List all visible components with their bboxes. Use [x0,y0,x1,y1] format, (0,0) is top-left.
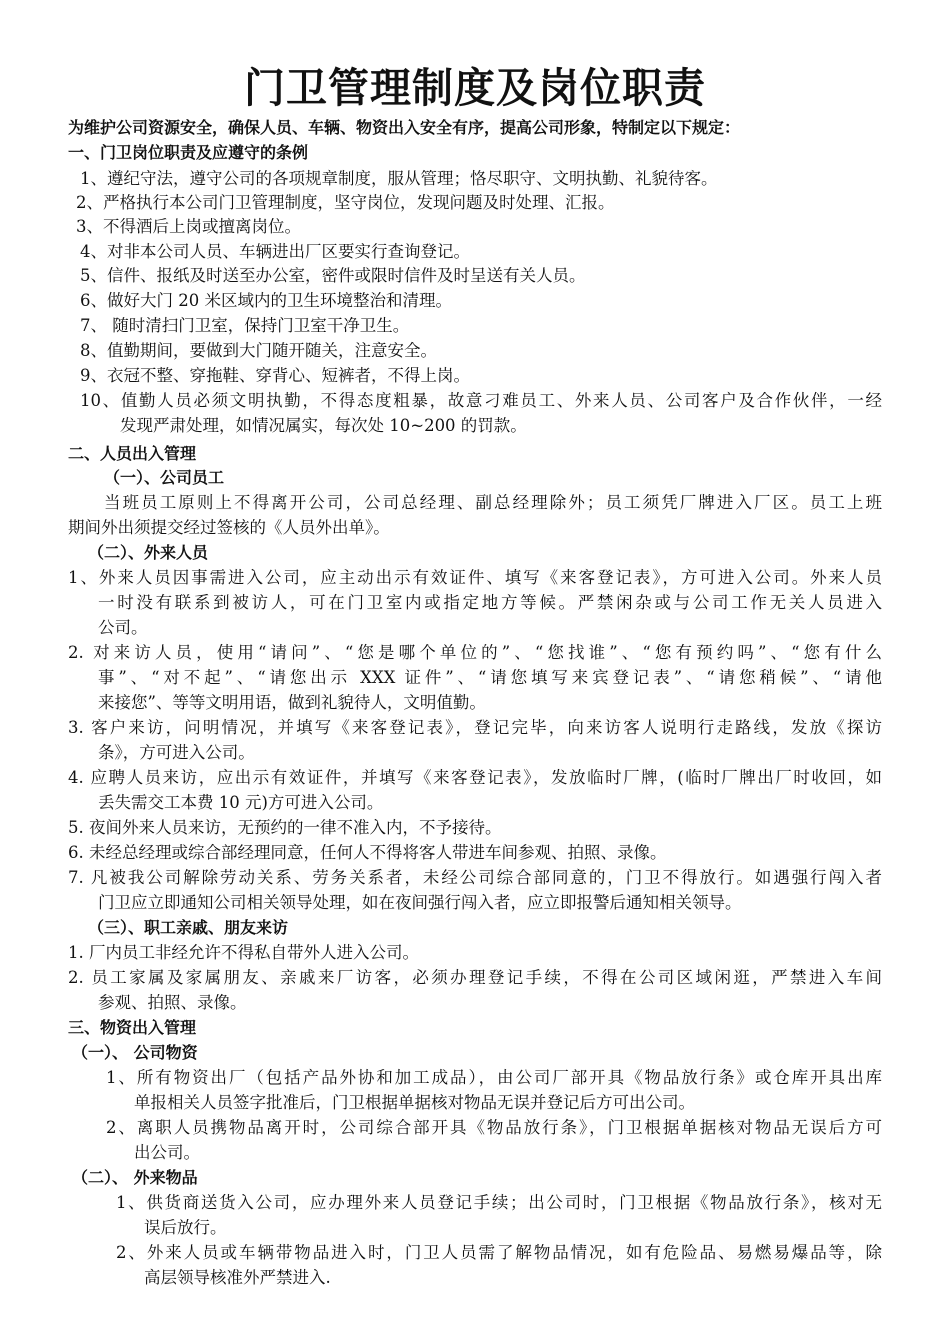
list-item: 3、不得酒后上岗或擅离岗位。 [76,217,301,236]
list-item-continued: 丢失需交工本费 10 元)方可进入公司。 [98,793,384,812]
list-item: 2. 员工家属及家属朋友、亲戚来厂访客，必须办理登记手续，不得在公司区域闲逛，严禁进入车间 [68,968,882,987]
paragraph-line: 期间外出须提交经过签核的《人员外出单》。 [68,518,390,537]
subsection-heading: （二）、外来人员 [88,543,209,562]
list-item-continued: 误后放行。 [144,1218,227,1237]
subsection-heading: （一）、公司员工 [104,468,225,487]
list-item: 2、离职人员携物品离开时，公司综合部开具《物品放行条》，门卫根据单据核对物品无误后方可 [106,1118,882,1137]
list-item: 9、衣冠不整、穿拖鞋、穿背心、短裤者，不得上岗。 [80,366,470,385]
list-item: 1、供货商送货入公司，应办理外来人员登记手续；出公司时，门卫根据《物品放行条》，核对无 [116,1193,882,1212]
list-item: 2. 对来访人员，使用“请问”、“您是哪个单位的”、“您找谁”、“您有预约吗”、“您有什么 [68,643,882,662]
list-item-continued: 参观、拍照、录像。 [98,993,247,1012]
list-item: 2、外来人员或车辆带物品进入时，门卫人员需了解物品情况，如有危险品、易燃易爆品等，除 [116,1243,882,1262]
list-item: 2、严格执行本公司门卫管理制度，坚守岗位，发现问题及时处理、汇报。 [76,193,615,212]
list-item-continued: 高层领导核准外严禁进入. [144,1268,331,1287]
list-item: 4. 应聘人员来访，应出示有效证件，并填写《来客登记表》，发放临时厂牌，(临时厂牌出厂时收回，如 [68,768,882,787]
list-item-continued: 发现严肃处理，如情况属实，每次处 10~200 的罚款。 [120,416,527,435]
list-item: 4、对非本公司人员、车辆进出厂区要实行查询登记。 [80,242,470,261]
list-item-continued: 出公司。 [134,1143,200,1162]
subsection-heading: （一）、 公司物资 [72,1043,198,1062]
list-item: 1、所有物资出厂（包括产品外协和加工成品），由公司厂部开具《物品放行条》或仓库开具出库 [106,1068,882,1087]
subsection-heading: （三）、职工亲戚、朋友来访 [88,918,289,937]
list-item: 1、遵纪守法，遵守公司的各项规章制度，服从管理；恪尽职守、文明执勤、礼貌待客。 [80,169,718,188]
paragraph-line: 当班员工原则上不得离开公司，公司总经理、副总经理除外；员工须凭厂牌进入厂区。员工上班 [104,493,882,512]
list-item: 7、 随时清扫门卫室，保持门卫室干净卫生。 [80,316,410,335]
intro-text: 为维护公司资源安全，确保人员、车辆、物资出入安全有序，提高公司形象，特制定以下规定： [68,118,741,137]
subsection-heading: （二）、 外来物品 [72,1168,198,1187]
list-item: 6、做好大门 20 米区域内的卫生环境整治和清理。 [80,291,452,310]
list-item: 6. 未经总经理或综合部经理同意，任何人不得将客人带进车间参观、拍照、录像。 [68,843,667,862]
list-item: 5、信件、报纸及时送至办公室，密件或限时信件及时呈送有关人员。 [80,266,586,285]
list-item: 10、值勤人员必须文明执勤，不得态度粗暴，故意刁难员工、外来人员、公司客户及合作伙伴，一经 [80,391,882,410]
list-item-continued: 一时没有联系到被访人，可在门卫室内或指定地方等候。严禁闲杂或与公司工作无关人员进入 [98,593,882,612]
section-heading-2: 二、人员出入管理 [68,444,197,463]
list-item: 5. 夜间外来人员来访，无预约的一律不准入内，不予接待。 [68,818,502,837]
document-title: 门卫管理制度及岗位职责 [244,64,706,112]
list-item: 7. 凡被我公司解除劳动关系、劳务关系者，未经公司综合部同意的，门卫不得放行。如遇强行闯入者 [68,868,882,887]
list-item: 1、外来人员因事需进入公司，应主动出示有效证件、填写《来客登记表》，方可进入公司。外来人员 [68,568,882,587]
list-item-continued: 公司。 [98,618,148,637]
list-item-continued: 来接您”、等等文明用语，做到礼貌待人，文明值勤。 [98,693,486,712]
list-item: 3. 客户来访，问明情况，并填写《来客登记表》，登记完毕，向来访客人说明行走路线，发放《探访 [68,718,882,737]
section-heading-1: 一、门卫岗位职责及应遵守的条例 [68,143,309,162]
list-item: 8、值勤期间，要做到大门随开随关，注意安全。 [80,341,437,360]
list-item-continued: 条》，方可进入公司。 [98,743,255,762]
section-heading-3: 三、物资出入管理 [68,1018,197,1037]
list-item-continued: 单报相关人员签字批准后，门卫根据单据核对物品无误并登记后方可出公司。 [134,1093,695,1112]
list-item: 1. 厂内员工非经允许不得私自带外人进入公司。 [68,943,419,962]
list-item-continued: 门卫应立即通知公司相关领导处理，如在夜间强行闯入者，应立即报警后通知相关领导。 [98,893,742,912]
list-item-continued: 事”、“对不起”、“请您出示 XXX 证件”、“请您填写来宾登记表”、“请您稍候”、“请他 [98,668,882,687]
